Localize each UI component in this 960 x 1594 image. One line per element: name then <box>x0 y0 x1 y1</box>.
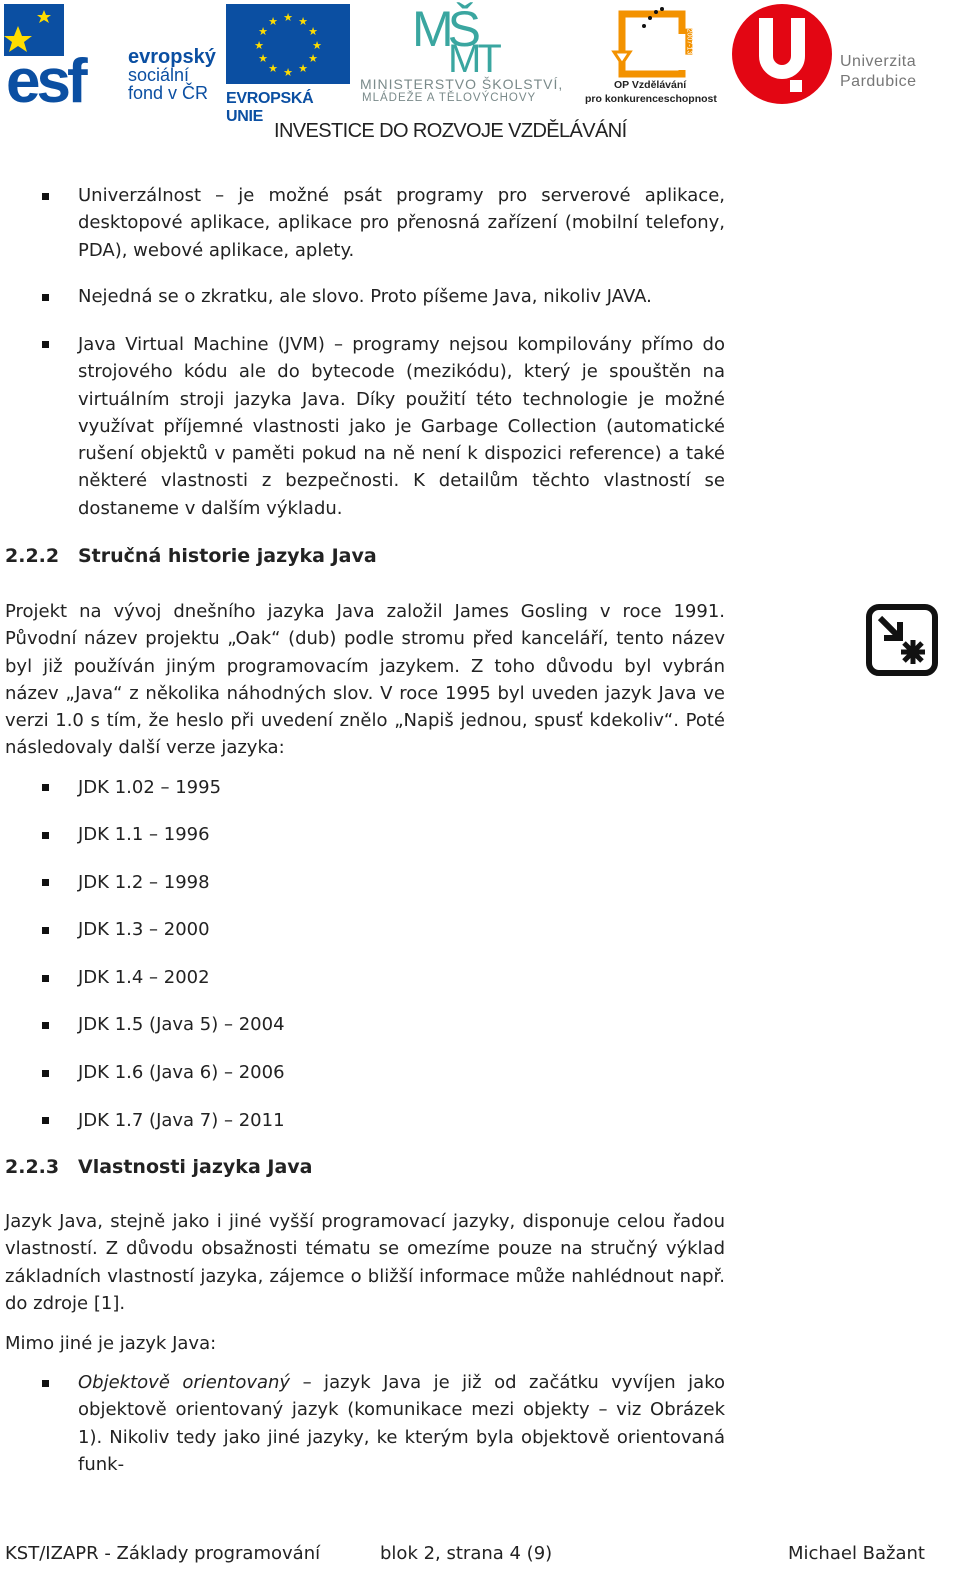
svg-text:MŠ: MŠ <box>412 2 475 57</box>
list-item: JDK 1.5 (Java 5) – 2004 <box>78 1014 285 1035</box>
section-number: 2.2.3 <box>5 1156 60 1178</box>
op-line1: OP Vzdělávání <box>614 79 687 91</box>
bullet-marker <box>42 193 49 200</box>
bullet-marker <box>42 879 49 886</box>
history-paragraph: Projekt na vývoj dnešního jazyka Java založil James Gosling v roce 1991. Původní název projektu „Oak“ (dub) podle stromu před kanceláří, tento název byl již používán jiným programovacím jazykem. Z toho důvodu byl vybrán název „Java“ z několika náhodných slov. V roce 1995 byl uveden jazyk Java ve verzi 1.0 s tím, že heslo při uvedení znělo „Napiš jednou, spusť kdekoliv“. Poté následovaly další verze jazyka: <box>5 601 725 759</box>
list-item: JDK 1.02 – 1995 <box>78 777 222 798</box>
footer-author: Michael Bažant <box>788 1543 925 1564</box>
op-year: 2007-13 <box>685 28 693 55</box>
bullet-marker <box>42 784 49 791</box>
bullet-term: Objektově orientovaný <box>78 1372 291 1393</box>
important-note-icon <box>866 604 938 676</box>
section-title: Vlastnosti jazyka Java <box>78 1156 313 1178</box>
msmt-logo <box>390 2 540 74</box>
svg-text:★: ★ <box>268 62 278 75</box>
bullet-marker <box>42 832 49 839</box>
list-item: JDK 1.1 – 1996 <box>78 824 210 845</box>
section-heading-properties <box>5 1156 312 1178</box>
svg-text:★: ★ <box>258 25 268 38</box>
list-item: JDK 1.3 – 2000 <box>78 919 210 940</box>
list-item: JDK 1.2 – 1998 <box>78 872 210 893</box>
eu-flag-logo <box>226 4 350 84</box>
upce-logo <box>732 4 832 104</box>
esf-logo <box>4 4 104 104</box>
list-item: JDK 1.4 – 2002 <box>78 967 210 988</box>
bullet-marker <box>42 341 49 348</box>
list-item: Univerzálnost – je možné psát programy pro serverové aplikace, desktopové aplikace, aplikace pro přenosná zařízení (mobilní telefony, PDA), webové aplikace, aplety. <box>78 185 725 261</box>
svg-text:★: ★ <box>268 15 278 28</box>
bullet-marker <box>42 294 49 301</box>
section-title: Stručná historie jazyka Java <box>78 545 377 567</box>
bullet-marker <box>42 975 49 982</box>
properties-paragraph: Jazyk Java, stejně jako i jiné vyšší programovací jazyky, disponuje celou řadou vlastností. Z důvodu obsažnosti tématu se omezíme pouze na stručný výklad základních vlastností jazyka, zájemce o bližší informace může nahlédnout např. do zdroje [1]. <box>5 1211 725 1314</box>
bullet-marker <box>42 927 49 934</box>
upce-logo-text: Univerzita Pardubice <box>840 53 917 90</box>
list-item: Java Virtual Machine (JVM) – programy nejsou kompilovány přímo do strojového kódu ale do bytecode (mezikódu), který je spouštěn na virtuálním stroji jazyka Java. Díky použití této technologie je možné využívat příjemné vlastnosti jako je Garbage Collection (automatické rušení objektů v paměti pokud na ně není k dispozici reference) a také některé vlastnosti z bezpečnosti. K detailům těchto vlastností se dostaneme v dalším výkladu. <box>78 334 725 519</box>
list-item: JDK 1.6 (Java 6) – 2006 <box>78 1062 285 1083</box>
svg-text:★: ★ <box>308 25 318 38</box>
eu-label: EVROPSKÁ UNIE <box>226 90 314 125</box>
properties-lead: Mimo jiné je jazyk Java: <box>5 1333 217 1354</box>
svg-text:★: ★ <box>298 62 308 75</box>
svg-text:MT: MT <box>448 37 498 74</box>
svg-text:★: ★ <box>283 11 293 24</box>
bullet-text: – jazyk Java je již od začátku vyvíjen jako objektově orientovaný jazyk (komunikace mezi objekty – viz Obrázek 1). Nikoliv tedy jako jiné jazyky, ke kterým byla objektově orientovaná funk- <box>78 1372 726 1475</box>
svg-text:★: ★ <box>298 15 308 28</box>
svg-text:esf: esf <box>6 47 84 104</box>
section-heading-history <box>5 545 377 567</box>
list-item: Nejedná se o zkratku, ale slovo. Proto píšeme Java, nikoliv JAVA. <box>78 286 652 307</box>
svg-text:★: ★ <box>308 52 318 65</box>
list-item <box>78 1369 725 1478</box>
esf-logo-text: evropský sociální fond v ČR <box>128 46 216 103</box>
msmt-line2: MLÁDEŽE A TĚLOVÝCHOVY <box>362 92 537 104</box>
bullet-marker <box>42 1117 49 1124</box>
list-item: JDK 1.7 (Java 7) – 2011 <box>78 1110 285 1131</box>
op-line2: pro konkurenceschopnost <box>585 93 717 105</box>
svg-text:★: ★ <box>283 66 293 79</box>
svg-text:★: ★ <box>258 52 268 65</box>
bullet-marker <box>42 1380 49 1387</box>
msmt-line1: MINISTERSTVO ŠKOLSTVÍ, <box>360 76 564 92</box>
bullet-marker <box>42 1022 49 1029</box>
section-number: 2.2.2 <box>5 545 60 567</box>
footer-page: blok 2, strana 4 (9) <box>380 1543 553 1564</box>
bullet-marker <box>42 1070 49 1077</box>
svg-text:★: ★ <box>312 39 322 52</box>
header-tagline: INVESTICE DO ROZVOJE VZDĚLÁVÁNÍ <box>274 120 627 142</box>
footer-course: KST/IZAPR - Základy programování <box>5 1543 321 1564</box>
svg-text:★: ★ <box>254 39 264 52</box>
